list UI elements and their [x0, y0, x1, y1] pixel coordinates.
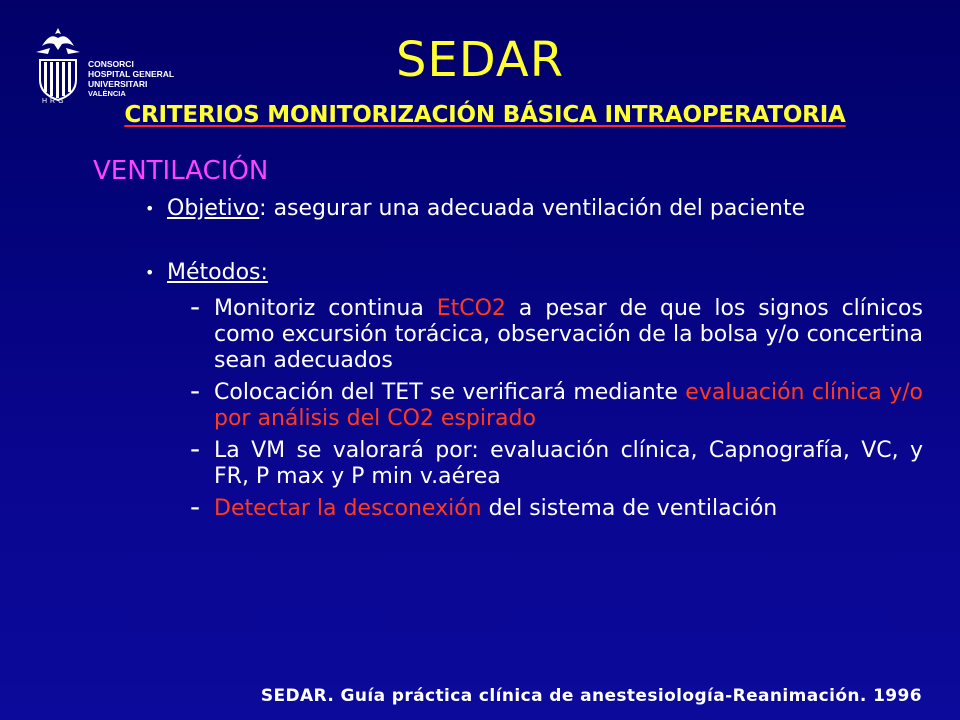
slide-subtitle: CRITERIOS MONITORIZACIÓN BÁSICA INTRAOPERATORIA [124, 102, 846, 128]
dash-marker: - [190, 432, 201, 465]
list-item-text [214, 496, 923, 522]
logo-monogram: HRG [42, 98, 67, 105]
slide-title: SEDAR [395, 32, 565, 88]
list-item-text [214, 380, 923, 432]
logo-line: CONSORCI [88, 59, 134, 69]
section-heading: VENTILACIÓN [93, 156, 269, 186]
dash-marker: - [190, 374, 201, 407]
item-text: a pesar de que los signos clínicos como excursión torácica, observación de la bolsa y/o concertina sean adecuados [214, 296, 923, 373]
objetivo-separator: : [259, 196, 267, 221]
list-item [190, 374, 923, 432]
metodos-label: Métodos: [167, 260, 268, 285]
dash-marker: - [190, 290, 201, 323]
bullet-metodos [145, 260, 923, 286]
bullet-objetivo [145, 196, 923, 222]
reference-footer: SEDAR. Guía práctica clínica de anestesiología-Reanimación. 1996 [260, 686, 922, 706]
slide-body [145, 196, 923, 528]
bullet-dot: • [145, 199, 155, 218]
bullet-dot: • [145, 263, 155, 282]
list-item [190, 290, 923, 374]
item-text: del sistema de ventilación [481, 496, 778, 521]
item-highlight: evaluación clínica y/o por análisis del CO2 espirado [214, 380, 923, 431]
list-item [190, 432, 923, 490]
item-text: Colocación del TET se verificará mediante [214, 380, 686, 405]
objetivo-text [167, 196, 923, 222]
item-highlight: EtCO2 [436, 296, 506, 321]
item-highlight: Detectar la desconexión [214, 496, 482, 521]
logo-line: HOSPITAL GENERAL [88, 69, 175, 79]
metodos-list [190, 290, 923, 523]
item-text: Monitoriz continua [214, 296, 437, 321]
logo-line: UNIVERSITARI [88, 79, 148, 89]
objetivo-label: Objetivo [167, 196, 260, 221]
dash-marker: - [190, 490, 201, 523]
item-text: La VM se valorará por: evaluación clínica, Capnografía, VC, y FR, P max y P min v.aérea [214, 438, 923, 489]
objetivo-description: asegurar una adecuada ventilación del paciente [266, 196, 806, 221]
logo-line: VALÈNCIA [88, 89, 126, 98]
list-item-text [214, 438, 923, 490]
list-item [190, 490, 923, 523]
list-item-text [214, 296, 923, 374]
